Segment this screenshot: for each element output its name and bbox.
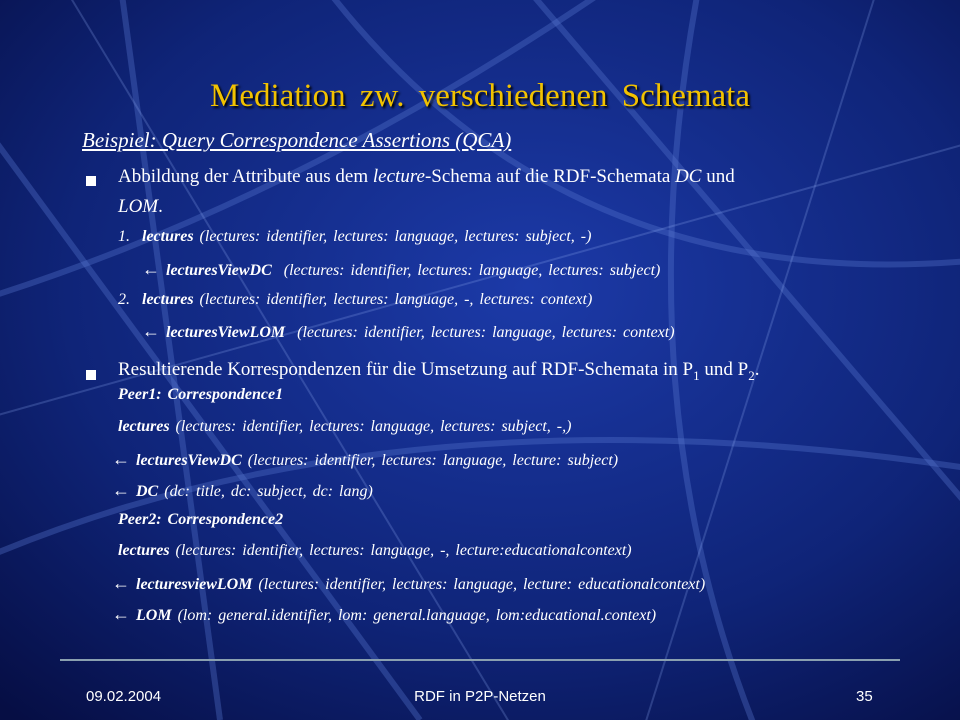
peer2-l1-attrs: (lectures: identifier, lectures: language, -, lecture:educationalcontext): [175, 542, 632, 559]
slide-subtitle: Beispiel: Query Correspondence Assertions (QCA): [82, 128, 512, 152]
bullet1-suffix: .: [158, 196, 163, 217]
mapping-2-source-name: lectures: [142, 291, 194, 308]
left-arrow-icon: ←: [112, 480, 130, 500]
bullet2-end: .: [754, 359, 760, 380]
peer1-line-3: [112, 480, 373, 501]
footer-date: 09.02.2004: [86, 688, 162, 705]
left-arrow-icon: ←: [142, 321, 160, 341]
mapping-1-target-attrs: (lectures: identifier, lectures: language, lectures: subject): [283, 262, 661, 279]
left-arrow-icon: ←: [142, 259, 160, 279]
mapping-2-target-name: lecturesViewLOM: [166, 324, 286, 341]
bullet-square-icon: [86, 176, 96, 186]
bullet-text-1: [118, 162, 908, 222]
peer1-line-1: [118, 418, 571, 436]
bullet1-and: und: [701, 166, 735, 187]
footer-page-number: 35: [856, 688, 873, 705]
mapping-1-target: [142, 259, 660, 280]
peer2-l2-attrs: (lectures: identifier, lectures: language, lecture: educationalcontext): [258, 576, 706, 593]
left-arrow-icon: ←: [112, 604, 130, 624]
peer2-l3-attrs: (lom: general.identifier, lom: general.language, lom:educational.context): [177, 607, 657, 624]
left-arrow-icon: ←: [112, 449, 130, 469]
peer1-l1-name: lectures: [118, 418, 170, 435]
mapping-2-source: [118, 291, 592, 309]
mapping-1-source-name: lectures: [142, 228, 194, 245]
peer2-l1-name: lectures: [118, 542, 170, 559]
peer1-l2-name: lecturesViewDC: [136, 452, 242, 469]
peer1-line-2: [112, 449, 618, 470]
peer1-l3-name: DC: [136, 483, 159, 500]
mapping-2-source-attrs: (lectures: identifier, lectures: language, -, lectures: context): [199, 291, 593, 308]
peer1-l2-attrs: (lectures: identifier, lectures: language, lecture: subject): [247, 452, 619, 469]
peer2-l3-name: LOM: [136, 607, 172, 624]
mapping-1-number: 1.: [118, 228, 130, 245]
slide-title: Mediation zw. verschiedenen Schemata: [210, 78, 750, 114]
bullet1-emph-lecture: lecture: [372, 166, 425, 187]
bullet1-middle: -Schema auf die RDF-Schemata: [424, 166, 676, 187]
bullet2-text: Resultierende Korrespondenzen für die Umsetzung auf RDF-Schemata in P: [118, 359, 694, 380]
footer-title: RDF in P2P-Netzen: [414, 688, 546, 705]
bullet1-prefix: Abbildung der Attribute aus dem: [118, 166, 373, 187]
mapping-1-target-name: lecturesViewDC: [166, 262, 272, 279]
mapping-2-number: 2.: [118, 291, 130, 308]
peer1-l3-attrs: (dc: title, dc: subject, dc: lang): [164, 483, 373, 500]
peer2-l2-name: lecturesviewLOM: [136, 576, 253, 593]
peer1-l1-attrs: (lectures: identifier, lectures: language, lectures: subject, -,): [175, 418, 572, 435]
bullet2-and: und P: [699, 359, 749, 380]
mapping-2-target-attrs: (lectures: identifier, lectures: language, lectures: context): [297, 324, 675, 341]
peer1-heading-text: Peer1: Correspondence1: [118, 386, 284, 403]
left-arrow-icon: ←: [112, 573, 130, 593]
mapping-2-target: [142, 321, 675, 342]
bullet2-sub-2: 2: [748, 367, 755, 383]
peer2-line-3: [112, 604, 656, 625]
peer2-heading: [118, 511, 283, 529]
peer2-heading-text: Peer2: Correspondence2: [118, 511, 284, 528]
peer1-heading: [118, 386, 283, 404]
bullet1-emph-dc: DC: [675, 166, 702, 187]
mapping-1-source: [118, 228, 591, 246]
bullet-square-icon: [86, 370, 96, 380]
peer2-line-2: [112, 573, 705, 594]
bullet1-emph-lom: LOM: [118, 196, 159, 217]
bullet2-sub-1: 1: [693, 367, 700, 383]
peer2-line-1: [118, 542, 632, 560]
mapping-1-source-attrs: (lectures: identifier, lectures: language, lectures: subject, -): [199, 228, 592, 245]
